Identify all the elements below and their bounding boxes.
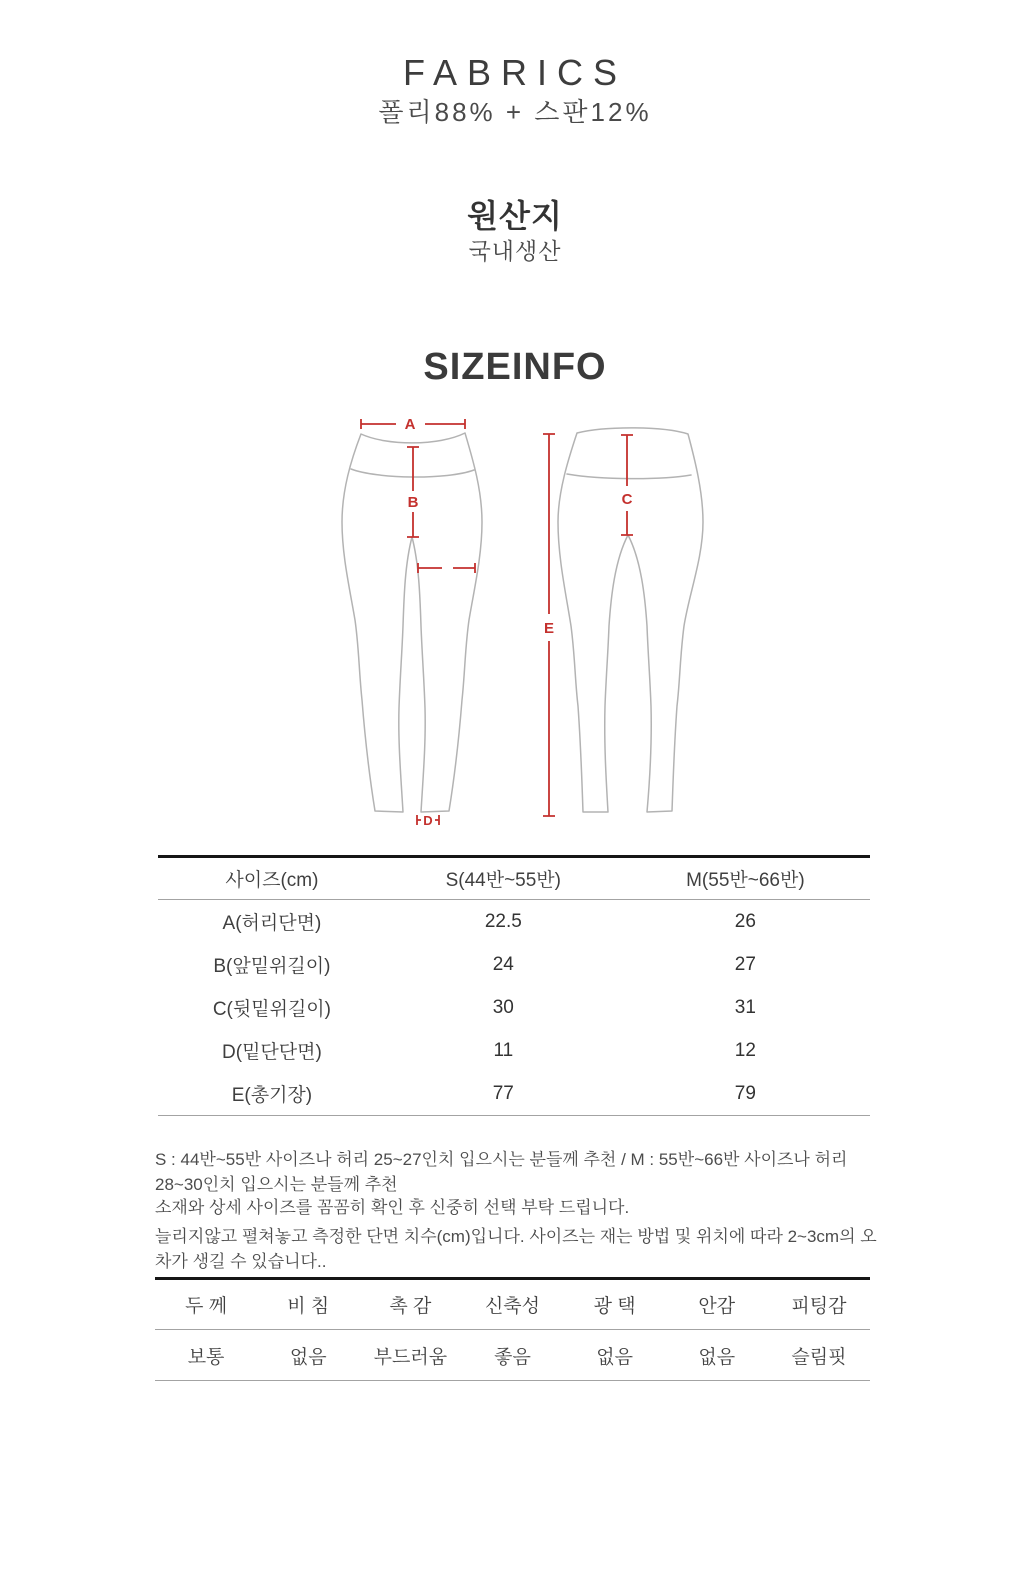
measure-label: E(총기장) (231, 1085, 313, 1106)
selection-caution-note: 소재와 상세 사이즈를 꼼꼼히 확인 후 신중히 선택 부탁 드립니다. (155, 1198, 630, 1217)
origin-value: 국내생산 (468, 238, 562, 264)
label-A: A (404, 416, 416, 433)
measurement-tolerance-note: 늘리지않고 펼쳐놓고 측정한 단면 치수(cm)입니다. 사이즈는 재는 방법 및 위치에 따라 2~3cm의 오차가 생길 수 있습니다.. (155, 1227, 877, 1271)
table-row (158, 1072, 870, 1115)
label-D: D (423, 813, 433, 828)
table-row (158, 1029, 870, 1072)
label-E: E (543, 620, 555, 637)
value-m: 26 (734, 910, 756, 932)
fabric-properties-table (155, 1277, 870, 1381)
value-s: 11 (493, 1039, 514, 1061)
properties-value-row (155, 1330, 870, 1380)
origin-heading: 원산지 (467, 198, 563, 234)
size-table (158, 855, 870, 1116)
value-s: 22.5 (484, 910, 522, 932)
measure-label: A(허리단면) (222, 913, 322, 934)
prop-value-elasticity: 좋음 (494, 1346, 531, 1368)
size-recommendation-note: S : 44반~55반 사이즈나 허리 25~27인치 입으시는 분들께 추천 / M : 55반~66반 사이즈나 허리 28~30인치 입으시는 분들께 추천 (155, 1150, 848, 1194)
size-table-header-row (158, 858, 870, 900)
value-s: 30 (492, 996, 514, 1018)
sizeinfo-heading: SIZEINFO (423, 346, 607, 388)
fabrics-heading: FABRICS (402, 52, 628, 93)
value-m: 12 (734, 1039, 756, 1061)
value-m: 79 (734, 1082, 756, 1104)
prop-value-texture: 부드러움 (373, 1346, 448, 1368)
label-B: B (407, 494, 419, 511)
prop-header-sheerness: 비 침 (287, 1296, 330, 1317)
size-table-header-size: 사이즈(cm) (225, 870, 319, 891)
prop-value-fit: 슬림핏 (791, 1346, 847, 1368)
prop-header-fit: 피팅감 (791, 1296, 847, 1317)
table-row (158, 900, 870, 943)
table-row (158, 943, 870, 986)
prop-header-thickness: 두 께 (185, 1296, 228, 1317)
size-table-header-s: S(44반~55반) (445, 870, 561, 891)
size-table-header-m: M(55반~66반) (686, 870, 805, 891)
leggings-front-outline (342, 433, 482, 812)
measure-label: B(앞밑위길이) (213, 956, 331, 977)
measure-line-C (621, 435, 633, 535)
measure-label: C(뒷밑위길이) (212, 999, 331, 1020)
fabric-composition: 폴리88% + 스판12% (378, 97, 652, 127)
measure-label: D(밑단단면) (222, 1042, 322, 1063)
leggings-back-outline (558, 428, 703, 812)
measure-line-B (407, 447, 419, 537)
prop-header-texture: 촉 감 (389, 1296, 432, 1317)
label-C: C (621, 491, 633, 508)
prop-header-elasticity: 신축성 (484, 1296, 541, 1317)
leggings-measurement-diagram (325, 398, 705, 830)
value-s: 77 (492, 1082, 514, 1104)
value-m: 31 (734, 996, 756, 1018)
prop-value-gloss: 없음 (596, 1346, 633, 1368)
properties-header-row (155, 1280, 870, 1330)
value-m: 27 (734, 953, 756, 975)
value-s: 24 (492, 953, 514, 975)
leggings-outline-group (342, 428, 703, 812)
table-row (158, 986, 870, 1029)
prop-header-lining: 안감 (698, 1296, 736, 1317)
prop-value-lining: 없음 (698, 1346, 736, 1368)
measurement-lines-group (361, 419, 633, 825)
prop-value-thickness: 보통 (187, 1346, 225, 1368)
leggings-back-waistband (567, 474, 691, 479)
prop-header-gloss: 광 택 (593, 1296, 636, 1317)
measure-line-thigh (418, 563, 475, 573)
prop-value-sheerness: 없음 (289, 1346, 327, 1368)
